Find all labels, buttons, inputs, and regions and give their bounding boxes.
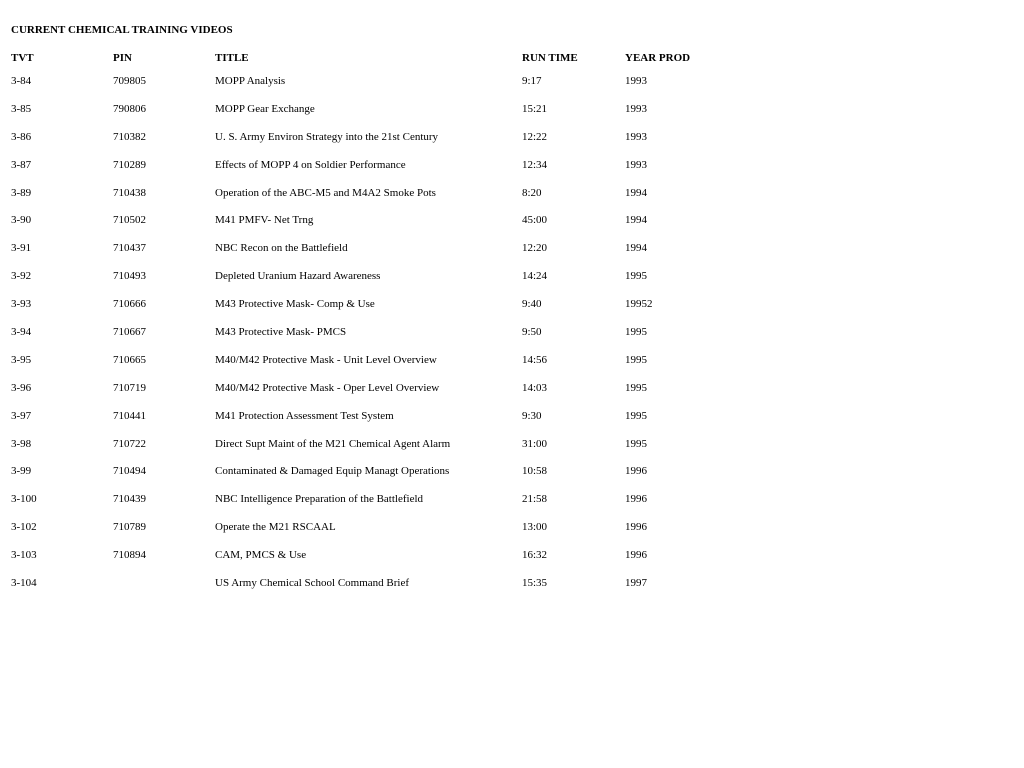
table-row xyxy=(11,325,1011,339)
table-row xyxy=(11,520,1011,534)
cell-year-prod: 1994 xyxy=(625,214,647,227)
cell-year-prod: 1995 xyxy=(625,409,647,422)
table-row xyxy=(11,74,1011,88)
cell-year-prod: 1993 xyxy=(625,158,647,171)
header-pin: PIN xyxy=(113,52,132,64)
cell-run-time: 9:30 xyxy=(522,409,542,422)
cell-tvt: 3-86 xyxy=(11,130,32,143)
cell-year-prod: 1994 xyxy=(625,242,647,255)
cell-year-prod: 1996 xyxy=(625,549,647,562)
cell-pin: 710894 xyxy=(113,549,146,562)
cell-title: MOPP Analysis xyxy=(215,75,286,87)
cell-pin: 710438 xyxy=(113,186,146,199)
cell-title: M41 PMFV- Net Trng xyxy=(215,214,314,227)
cell-tvt: 3-100 xyxy=(11,493,37,506)
document xyxy=(11,23,1011,590)
table-row xyxy=(11,437,1011,451)
cell-title: Operation of the ABC-M5 and M4A2 Smoke Pots xyxy=(215,186,436,199)
cell-title: Depleted Uranium Hazard Awareness xyxy=(215,270,381,283)
document-title: CURRENT CHEMICAL TRAINING VIDEOS xyxy=(11,24,233,36)
cell-title: US Army Chemical School Command Brief xyxy=(215,577,410,590)
cell-year-prod: 1995 xyxy=(625,353,647,366)
table-row xyxy=(11,130,1011,144)
cell-run-time: 12:34 xyxy=(522,158,548,171)
cell-tvt: 3-87 xyxy=(11,158,32,171)
table-row xyxy=(11,353,1011,367)
cell-pin: 710722 xyxy=(113,437,146,450)
table-row xyxy=(11,158,1011,172)
cell-pin: 790806 xyxy=(113,102,146,115)
table-row xyxy=(11,409,1011,423)
cell-pin: 710502 xyxy=(113,214,146,227)
cell-run-time: 14:03 xyxy=(522,381,548,394)
table-row xyxy=(11,241,1011,255)
header-title: TITLE xyxy=(215,52,249,64)
cell-tvt: 3-96 xyxy=(11,381,32,394)
cell-run-time: 12:20 xyxy=(522,242,548,255)
cell-pin: 709805 xyxy=(113,75,146,87)
cell-title: Direct Supt Maint of the M21 Chemical Agent Alarm xyxy=(215,437,451,450)
cell-run-time: 21:58 xyxy=(522,493,548,506)
table-body xyxy=(11,74,1011,590)
cell-year-prod: 1994 xyxy=(625,186,647,199)
cell-tvt: 3-89 xyxy=(11,186,32,199)
cell-tvt: 3-104 xyxy=(11,577,37,590)
cell-pin: 710437 xyxy=(113,242,146,255)
cell-year-prod: 1995 xyxy=(625,437,647,450)
table-row xyxy=(11,548,1011,562)
cell-run-time: 31:00 xyxy=(522,437,548,450)
cell-tvt: 3-90 xyxy=(11,214,32,227)
table-row xyxy=(11,186,1011,200)
cell-run-time: 14:56 xyxy=(522,353,548,366)
cell-tvt: 3-98 xyxy=(11,437,32,450)
cell-title: U. S. Army Environ Strategy into the 21st Century xyxy=(215,130,439,143)
cell-run-time: 10:58 xyxy=(522,465,548,478)
cell-pin: 710494 xyxy=(113,465,146,478)
table-row xyxy=(11,297,1011,311)
cell-year-prod: 1996 xyxy=(625,493,647,506)
table-row xyxy=(11,102,1011,116)
cell-year-prod: 1995 xyxy=(625,326,647,339)
cell-run-time: 15:21 xyxy=(522,102,548,115)
table-header xyxy=(11,51,1011,65)
cell-run-time: 14:24 xyxy=(522,270,548,283)
table-row xyxy=(11,576,1011,590)
cell-year-prod: 1993 xyxy=(625,130,647,143)
cell-year-prod: 1993 xyxy=(625,75,647,87)
cell-year-prod: 1993 xyxy=(625,102,647,115)
cell-year-prod: 1996 xyxy=(625,465,647,478)
table-row xyxy=(11,381,1011,395)
header-tvt: TVT xyxy=(11,52,34,64)
cell-tvt: 3-97 xyxy=(11,409,32,422)
cell-title: Operate the M21 RSCAAL xyxy=(215,521,336,534)
cell-tvt: 3-85 xyxy=(11,102,32,115)
header-year-prod: YEAR PROD xyxy=(625,52,691,64)
cell-year-prod: 1997 xyxy=(625,577,647,590)
cell-run-time: 15:35 xyxy=(522,577,548,590)
cell-title: NBC Intelligence Preparation of the Battlefield xyxy=(215,493,424,506)
table-row xyxy=(11,492,1011,506)
cell-tvt: 3-95 xyxy=(11,353,32,366)
cell-year-prod: 1995 xyxy=(625,381,647,394)
table-row xyxy=(11,269,1011,283)
table-row xyxy=(11,213,1011,227)
cell-tvt: 3-102 xyxy=(11,521,37,534)
cell-title: Effects of MOPP 4 on Soldier Performance xyxy=(215,158,406,171)
cell-pin: 710789 xyxy=(113,521,146,534)
cell-run-time: 8:20 xyxy=(522,186,542,199)
cell-run-time: 16:32 xyxy=(522,549,548,562)
cell-tvt: 3-103 xyxy=(11,549,37,562)
cell-title: CAM, PMCS & Use xyxy=(215,549,307,562)
cell-title: M40/M42 Protective Mask - Oper Level Overview xyxy=(215,381,440,394)
cell-title: M40/M42 Protective Mask - Unit Level Overview xyxy=(215,353,437,366)
cell-year-prod: 1996 xyxy=(625,521,647,534)
cell-run-time: 12:22 xyxy=(522,130,548,143)
cell-pin: 710719 xyxy=(113,381,146,394)
cell-pin: 710666 xyxy=(113,298,146,311)
cell-pin: 710382 xyxy=(113,130,146,143)
cell-pin: 710665 xyxy=(113,353,146,366)
cell-tvt: 3-99 xyxy=(11,465,32,478)
cell-run-time: 13:00 xyxy=(522,521,548,534)
cell-title: M43 Protective Mask- Comp & Use xyxy=(215,298,375,311)
cell-title: MOPP Gear Exchange xyxy=(215,102,315,115)
cell-title: M43 Protective Mask- PMCS xyxy=(215,326,347,339)
cell-pin: 710441 xyxy=(113,409,146,422)
header-run-time: RUN TIME xyxy=(522,52,578,64)
cell-pin: 710667 xyxy=(113,326,146,339)
cell-run-time: 45:00 xyxy=(522,214,548,227)
cell-run-time: 9:40 xyxy=(522,298,542,311)
cell-title: Contaminated & Damaged Equip Managt Operations xyxy=(215,465,450,478)
cell-run-time: 9:17 xyxy=(522,75,542,87)
cell-pin: 710289 xyxy=(113,158,146,171)
cell-year-prod: 1995 xyxy=(625,270,647,283)
cell-pin: 710493 xyxy=(113,270,146,283)
cell-year-prod: 19952 xyxy=(625,298,653,311)
cell-title: M41 Protection Assessment Test System xyxy=(215,409,394,422)
cell-run-time: 9:50 xyxy=(522,326,542,339)
cell-tvt: 3-84 xyxy=(11,75,32,87)
cell-pin: 710439 xyxy=(113,493,146,506)
cell-title: NBC Recon on the Battlefield xyxy=(215,242,348,255)
cell-tvt: 3-92 xyxy=(11,270,32,283)
table-row xyxy=(11,464,1011,478)
cell-tvt: 3-94 xyxy=(11,326,32,339)
cell-tvt: 3-93 xyxy=(11,298,32,311)
cell-tvt: 3-91 xyxy=(11,242,32,255)
